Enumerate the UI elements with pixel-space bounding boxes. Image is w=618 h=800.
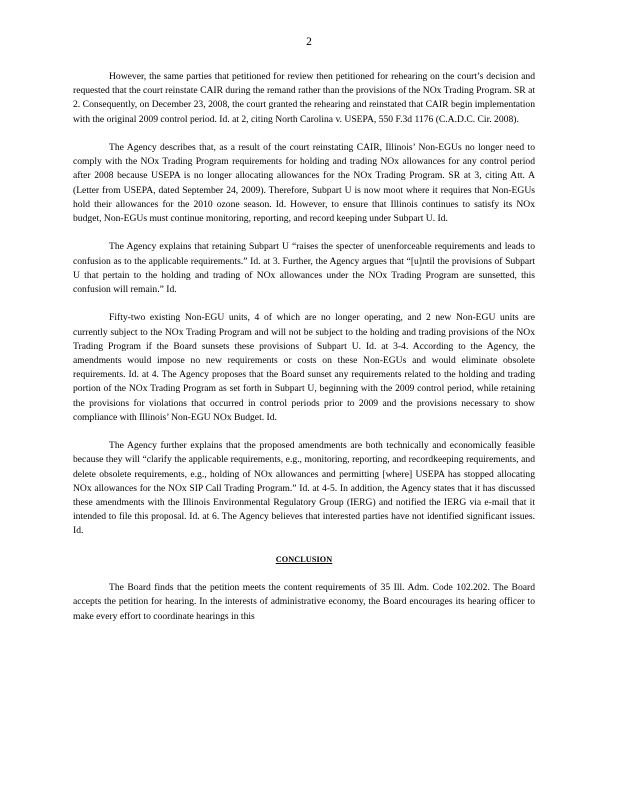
paragraph-non-egu-units: Fifty-two existing Non-EGU units, 4 of which are no longer operating, and 2 new Non-EGU units are currently subject to the NOx Trading Program and will not be subject to the holding and trading provisions of the NOx Trading Program if the Board sunsets these provisions of Subpart U. Id. at 3-4. According to the Agency, the amendments would impose no new requirements or costs on these Non-EGUs and would eliminate obsolete requirements. Id. at 4. The Agency proposes that the Board sunset any requirements related to the holding and trading portion of the NOx Trading Program as set forth in Subpart U, beginning with the 2009 control period, while retaining the provisions for violations that occurred in control periods prior to 2009 and the provisions necessary to show compliance with Illinois’ Non-EGU NOx Budget. Id. [73, 312, 535, 423]
document-body [73, 70, 535, 638]
paragraph-agency-describes: The Agency describes that, as a result of the court reinstating CAIR, Illinois’ Non-EGUs no longer need to comply with the NOx Trading Program requirements for holding and trading NOx allowances for any control period after 2008 because USEPA is no longer allocating allowances for the NOx Trading Program. SR at 3, citing Att. A (Letter from USEPA, dated September 24, 2009). Therefore, Subpart U is now moot where it requires that Non-EGUs hold their allowances for the 2010 ozone season. Id. However, to ensure that Illinois continues to satisfy its NOx budget, Non-EGUs must continue monitoring, reporting, and record keeping under Subpart U. Id. [73, 142, 535, 225]
paragraph-rehearing: However, the same parties that petitioned for review then petitioned for rehearing on the court’s decision and requested that the court reinstate CAIR during the remand rather than the provisions of the NOx Trading Program. SR at 2. Consequently, on December 23, 2008, the court granted the rehearing and reinstated that CAIR begin implementation with the original 2009 control period. Id. at 2, citing North Carolina v. USEPA, 550 F.3d 1176 (C.A.D.C. Cir. 2008). [73, 71, 536, 125]
paragraph-feasibility: The Agency further explains that the proposed amendments are both technically and economically feasible because they will “clarify the applicable requirements, e.g., monitoring, reporting, and recordkeeping requirements, and delete obsolete requirements, e.g., holding of NOx allowances and permitting [where] USEPA has stopped allocating NOx allowances for the NOx SIP Call Trading Program.” Id. at 4-5. In addition, the Agency states that it has discussed these amendments with the Illinois Environmental Regulatory Group (IERG) and notified the IERG via e-mail that it intended to file this proposal. Id. at 6. The Agency believes that interested parties have not identified significant issues. Id. [73, 440, 535, 537]
conclusion-heading: CONCLUSION [275, 554, 333, 564]
paragraph-retaining-subpart-u: The Agency explains that retaining Subpart U “raises the specter of unenforceable requirements and leads to confusion as to the applicable requirements.” Id. at 3. Further, the Agency argues that “[u]ntil the provisions of Subpart U that pertain to the holding and trading of NOx allowances under the NOx Trading Program are sunsetted, this confusion will remain.” Id. [73, 241, 535, 296]
page-number: 2 [306, 36, 312, 48]
paragraph-conclusion: The Board finds that the petition meets the content requirements of 35 Ill. Adm. Code 102.202. The Board accepts the petition for hearing. In the interests of administrative economy, the Board encourages its hearing officer to make every effort to coordinate hearings in this [73, 582, 535, 622]
